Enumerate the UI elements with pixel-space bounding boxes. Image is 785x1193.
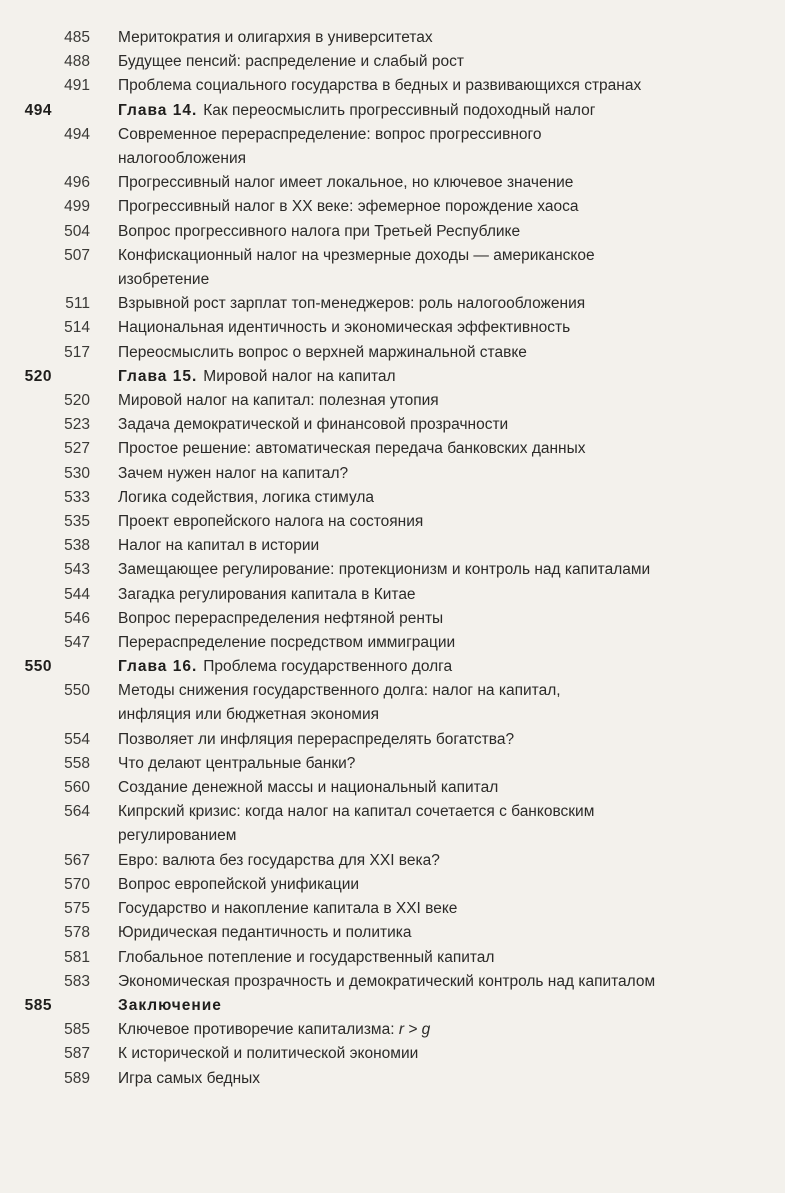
- page-number: 507: [64, 246, 90, 264]
- entry-text: Евро: валюта без государства для XXI века?: [118, 851, 440, 869]
- entry-title: [118, 26, 433, 50]
- entry-title: [118, 921, 412, 945]
- page-number: 570: [64, 876, 90, 893]
- entry-title: [118, 437, 586, 461]
- entry-text: Проблема социального государства в бедных и развивающихся странах: [118, 77, 642, 95]
- entry-text: Меритократия и олигархия в университетах: [118, 29, 433, 46]
- entry-text: Позволяет ли инфляция перераспределять богатства?: [118, 730, 515, 748]
- entry-text: Логика содействия, логика стимула: [118, 488, 375, 506]
- page-number: 560: [64, 779, 90, 797]
- page-number: 494: [24, 101, 52, 119]
- entry-title: [118, 510, 423, 534]
- entry-text: Что делают центральные банки?: [118, 755, 356, 772]
- page-number: 488: [64, 53, 90, 71]
- page-number: 499: [64, 198, 90, 216]
- entry-text: Создание денежной массы и национальный капитал: [118, 779, 499, 797]
- entry-title: [118, 631, 455, 655]
- entry-text: Простое решение: автоматическая передача банковских данных: [118, 440, 586, 458]
- page-number: 587: [64, 1045, 90, 1063]
- page-number: 511: [65, 295, 90, 313]
- entry-text: Методы снижения государственного долга: налог на капитал,: [118, 682, 561, 700]
- entry-title: [118, 389, 439, 413]
- entry-text: Вопрос перераспределения нефтяной ренты: [118, 609, 444, 627]
- entry-text: Задача демократической и финансовой прозрачности: [118, 416, 509, 434]
- entry-text: Современное перераспределение: вопрос прогрессивного: [118, 125, 542, 143]
- entry-text-continued: изобретение: [118, 270, 210, 288]
- chapter-title: Мировой налог на капитал: [203, 367, 396, 385]
- entry-title: [118, 800, 594, 848]
- entry-text: Налог на капитал в истории: [118, 537, 320, 555]
- chapter-title: Как переосмыслить прогрессивный подоходный налог: [203, 101, 596, 119]
- page-number: 564: [64, 803, 90, 821]
- page-number: 575: [64, 900, 90, 918]
- entry-title: [118, 873, 359, 897]
- entry-title: [118, 970, 655, 994]
- entry-title: [118, 655, 452, 679]
- entry-text: Прогрессивный налог имеет локальное, но ключевое значение: [118, 174, 574, 192]
- entry-title: [118, 171, 573, 195]
- entry-title: [118, 946, 494, 970]
- entry-text: Прогрессивный налог в XX веке: эфемерное порождение хаоса: [118, 198, 579, 216]
- entry-text: Игра самых бедных: [118, 1069, 261, 1087]
- chapter-label: Глава 15.: [118, 367, 198, 385]
- entry-title: [118, 1067, 260, 1091]
- page-number: 547: [64, 634, 90, 651]
- page-number: 504: [64, 222, 90, 240]
- page-number: 535: [64, 513, 90, 530]
- entry-title: [118, 994, 222, 1018]
- entry-text: Национальная идентичность и экономическая эффективность: [118, 319, 571, 337]
- page-number: 538: [64, 537, 90, 555]
- entry-title: [118, 534, 319, 558]
- entry-text-continued: налогообложения: [118, 149, 247, 167]
- page-number: 520: [64, 392, 90, 409]
- chapter-label: Глава 14.: [118, 101, 198, 119]
- page-number: 514: [64, 319, 90, 337]
- page-number: 544: [64, 585, 90, 603]
- entry-title: [118, 220, 520, 244]
- entry-text: К исторической и политической экономии: [118, 1045, 419, 1063]
- entry-title: [118, 583, 416, 607]
- entry-text-continued: инфляция или бюджетная экономия: [118, 706, 380, 724]
- page-number: 558: [64, 755, 90, 772]
- page-number: 554: [64, 730, 90, 748]
- entry-title: [118, 558, 650, 582]
- page-number: 520: [24, 367, 52, 385]
- entry-title: [118, 341, 527, 365]
- page-number: 530: [64, 464, 90, 482]
- entry-title: [118, 195, 578, 219]
- page-number: 527: [64, 440, 90, 458]
- entry-text: Перераспределение посредством иммиграции: [118, 634, 456, 651]
- page-number: 491: [64, 77, 90, 95]
- page-number: 496: [64, 174, 90, 192]
- entry-title: [118, 413, 508, 437]
- entry-text: Замещающее регулирование: протекционизм и контроль над капиталами: [118, 561, 651, 579]
- entry-text: Конфискационный налог на чрезмерные доходы — американское: [118, 246, 595, 264]
- page-number: 494: [64, 125, 90, 143]
- entry-title: [118, 123, 541, 171]
- page-number: 578: [64, 924, 90, 942]
- entry-text-continued: регулированием: [118, 827, 237, 845]
- entry-text: Зачем нужен налог на капитал?: [118, 464, 349, 482]
- entry-text: Кипрский кризис: когда налог на капитал сочетается с банковским: [118, 803, 595, 821]
- entry-text: Проект европейского налога на состояния: [118, 513, 424, 530]
- entry-title: [118, 74, 641, 98]
- entry-title: [118, 462, 348, 486]
- entry-title: [118, 292, 585, 316]
- chapter-label: Глава 16.: [118, 658, 198, 676]
- chapter-title: Проблема государственного долга: [203, 658, 453, 676]
- conclusion-title: Заключение: [118, 997, 222, 1014]
- entry-text: Будущее пенсий: распределение и слабый рост: [118, 53, 464, 71]
- entry-title: [118, 679, 561, 727]
- entry-title: [118, 776, 498, 800]
- entry-text: Глобальное потепление и государственный капитал: [118, 948, 495, 966]
- entry-title: [118, 99, 595, 123]
- entry-title: [118, 486, 374, 510]
- entry-title: [118, 1018, 430, 1042]
- page-number: 567: [64, 851, 90, 869]
- entry-title: [118, 752, 355, 776]
- entry-title: [118, 244, 595, 292]
- entry-text: Юридическая педантичность и политика: [118, 924, 412, 942]
- entry-title: [118, 1042, 418, 1066]
- entry-text: Ключевое противоречие капитализма:: [118, 1021, 399, 1039]
- page-number: 523: [64, 416, 90, 434]
- page-number: 543: [64, 561, 90, 579]
- entry-title: [118, 316, 570, 340]
- entry-text: Вопрос прогрессивного налога при Третьей Республике: [118, 222, 521, 240]
- entry-title: [118, 897, 457, 921]
- entry-title: [118, 607, 443, 631]
- page-number: 585: [64, 1021, 90, 1039]
- page-number: 585: [24, 997, 52, 1014]
- page-number: 517: [64, 343, 90, 361]
- entry-text: Мировой налог на капитал: полезная утопия: [118, 392, 439, 409]
- entry-title: [118, 365, 396, 389]
- entry-title: [118, 849, 440, 873]
- entry-text: Экономическая прозрачность и демократический контроль над капиталом: [118, 972, 656, 990]
- entry-title: [118, 50, 464, 74]
- entry-text: Взрывной рост зарплат топ-менеджеров: роль налогообложения: [118, 295, 586, 313]
- entry-title: [118, 728, 514, 752]
- formula: r > g: [398, 1021, 431, 1039]
- page-number: 589: [64, 1069, 90, 1087]
- entry-text: Государство и накопление капитала в XXI веке: [118, 900, 458, 918]
- page-number: 583: [64, 972, 90, 990]
- entry-text: Загадка регулирования капитала в Китае: [118, 585, 416, 603]
- entry-text: Переосмыслить вопрос о верхней маржинальной ставке: [118, 343, 527, 361]
- entry-text: Вопрос европейской унификации: [118, 876, 360, 893]
- page-number: 485: [64, 29, 90, 46]
- page-number: 581: [64, 948, 90, 966]
- page-number: 533: [64, 488, 90, 506]
- page-number: 550: [64, 682, 90, 700]
- page-number: 546: [64, 609, 90, 627]
- page-number: 550: [24, 658, 52, 676]
